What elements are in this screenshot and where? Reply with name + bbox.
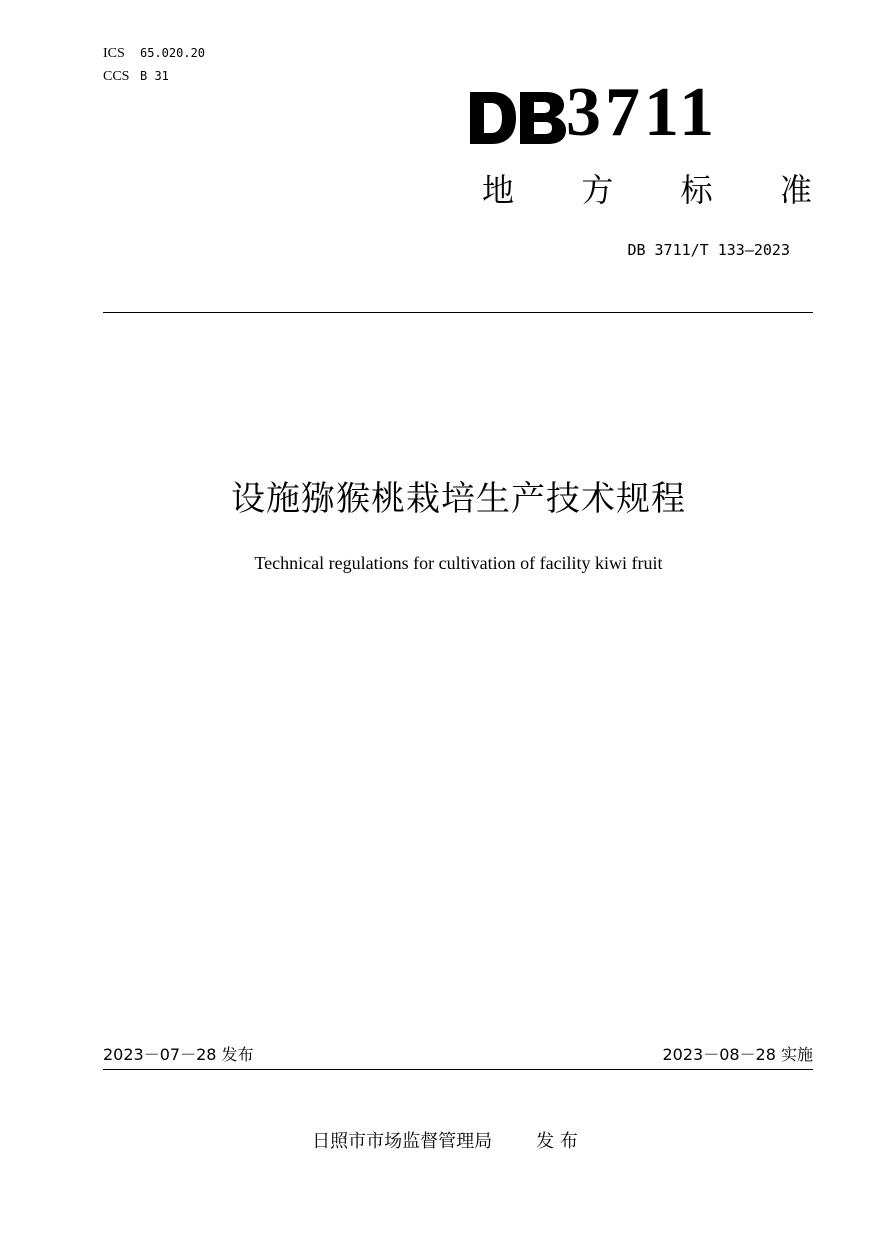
ics-row	[103, 42, 205, 65]
standard-type-char: 准	[779, 171, 812, 209]
standard-type-char: 方	[581, 171, 614, 209]
ccs-label: CCS	[103, 69, 130, 84]
classification-codes	[103, 42, 205, 88]
publisher-line	[0, 1128, 875, 1156]
ics-label: ICS	[103, 46, 125, 61]
standard-type-heading	[482, 168, 812, 212]
standard-type-char: 标	[680, 171, 713, 209]
bottom-divider	[103, 1069, 813, 1070]
db-logo-number: 3711	[566, 74, 719, 151]
db-logo	[468, 74, 719, 151]
implementation-date: 2023－08－28 实施	[662, 1045, 813, 1064]
ccs-value: B 31	[140, 69, 169, 83]
db-logo-letters	[468, 92, 568, 144]
publisher-action: 发 布	[536, 1131, 578, 1152]
document-title-english: Technical regulations for cultivation of facility kiwi fruit	[254, 553, 663, 573]
publisher-name: 日照市市场监督管理局	[312, 1131, 493, 1152]
standard-number: DB 3711/T 133—2023	[627, 241, 790, 259]
ccs-row	[103, 65, 205, 88]
top-divider	[103, 312, 813, 313]
ics-value: 65.020.20	[140, 46, 206, 60]
document-title-chinese: 设施猕猴桃栽培生产技术规程	[231, 479, 686, 519]
standard-type-char: 地	[482, 171, 515, 209]
issue-date: 2023－07－28 发布	[103, 1045, 254, 1064]
